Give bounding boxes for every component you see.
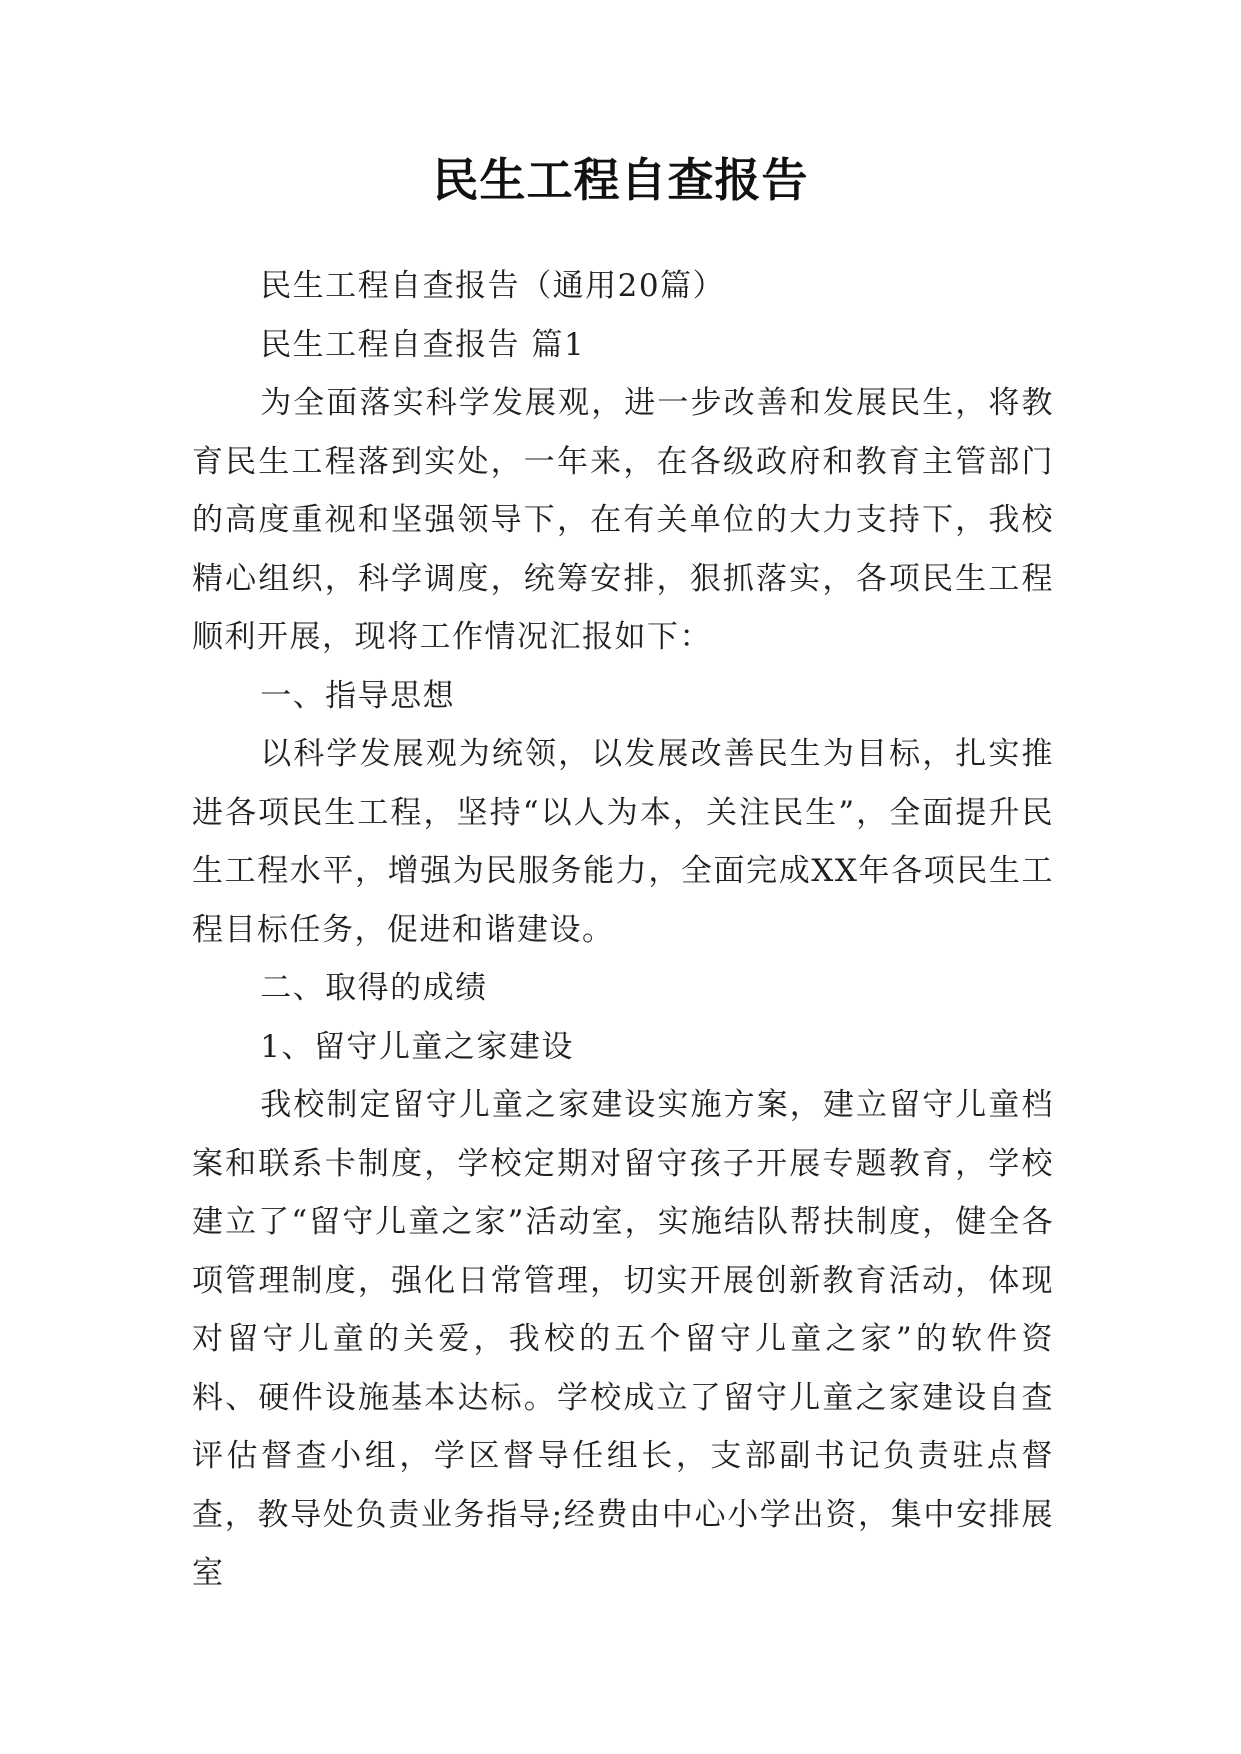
- paragraph-intro: 为全面落实科学发展观，进一步改善和发展民生，将教育民生工程落到实处，一年来，在各级政府和教育主管部门的高度重视和坚强领导下，在有关单位的大力支持下，我校精心组织，科学调度，统筹安排，狠抓落实，各项民生工程顺利开展，现将工作情况汇报如下：: [192, 385, 1054, 655]
- document-title: 民生工程自查报告: [432, 153, 809, 207]
- paragraph-heading-achievements: 二、取得的成绩: [260, 970, 488, 1006]
- paragraph-heading-guiding-ideology: 一、指导思想: [260, 677, 456, 714]
- paragraph-heading-left-behind-children: 1、留守儿童之家建设: [260, 1028, 574, 1065]
- document-body: [192, 257, 1054, 1603]
- paragraph-section-heading: 民生工程自查报告 篇1: [260, 326, 586, 363]
- paragraph-guiding-ideology: 以科学发展观为统领，以发展改善民生为目标，扎实推进各项民生工程，坚持“以人为本，关注民生”，全面提升民生工程水平，增强为民服务能力，全面完成XX年各项民生工程目标任务，促进和谐建设。: [192, 736, 1054, 948]
- paragraph-subtitle: 民生工程自查报告（通用20篇）: [260, 268, 726, 304]
- paragraph-left-behind-children: 我校制定留守儿童之家建设实施方案，建立留守儿童档案和联系卡制度，学校定期对留守孩子开展专题教育，学校建立了“留守儿童之家”活动室，实施结队帮扶制度，健全各项管理制度，强化日常管理，切实开展创新教育活动，体现对留守儿童的关爱，我校的五个留守儿童之家”的软件资料、硬件设施基本达标。学校成立了留守儿童之家建设自查评估督查小组，学区督导任组长，支部副书记负责驻点督查，教导处负责业务指导;经费由中心小学出资，集中安排展室: [192, 1087, 1054, 1591]
